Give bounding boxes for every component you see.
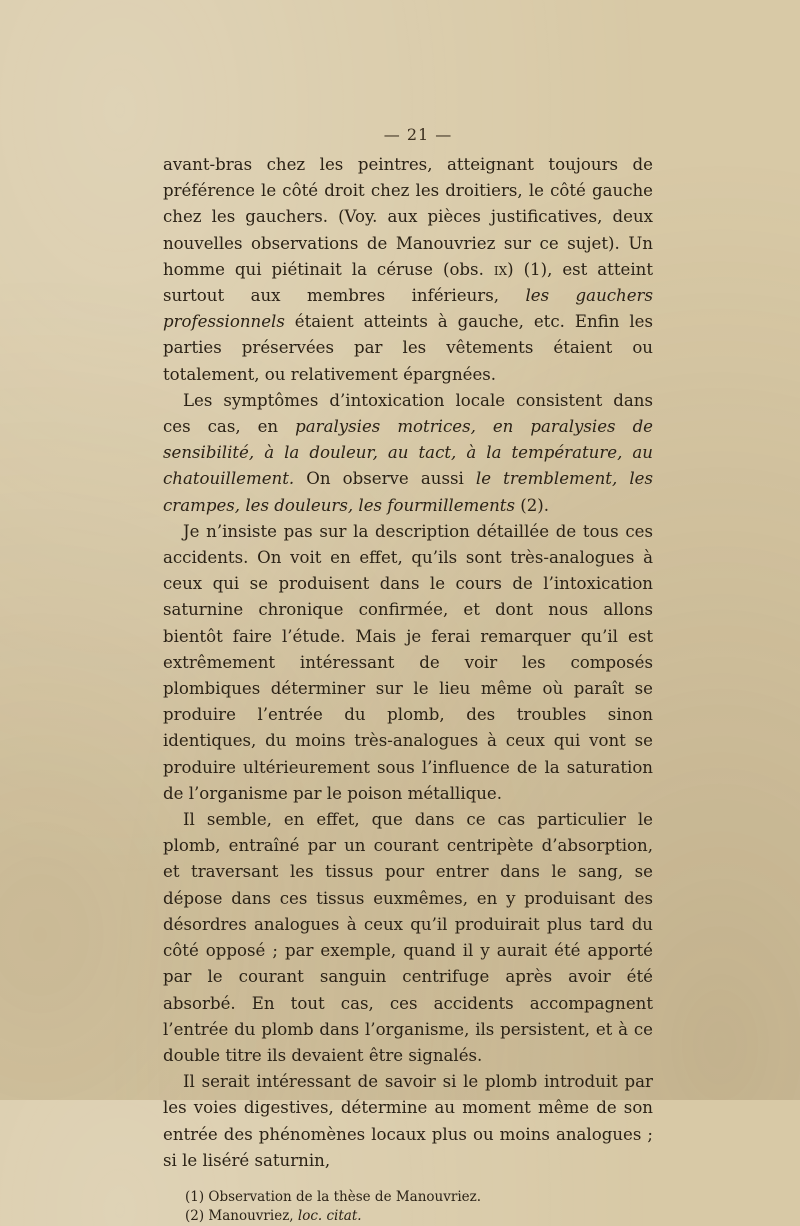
text-run: Je n’insiste pas sur la description détaillée de tous ces accidents. On voit en effet, qu’ils sont très-analogues à ceux qui se produisent dans le cours de l’intoxication saturnine chronique confirmée, et dont nous allons bientôt faire l’étude. Mais je ferai remarquer qu’il est extrêmement intéressant de voir les composés plombiques déterminer sur le lieu même où paraît se produire l’entrée du plomb, des troubles sinon identiques, du moins très-analogues à ceux qui vont se produire ultérieurement sous l’influence de la saturation de l’organisme par le poison métallique. bbox=[163, 521, 653, 803]
paragraph bbox=[163, 1069, 653, 1174]
text-run: avant-bras chez les peintres, atteignant toujours de préférence le côté droit chez les droitiers, le côté gauche chez les gauchers. (Voy. aux pièces justificatives, deux nouvelles observations de Manouvriez sur ce sujet). Un homme qui piétinait la céruse (obs. bbox=[163, 155, 653, 279]
page-number: — 21 — bbox=[383, 125, 453, 144]
text-run: étaient atteints à gauche, etc. Enfin les parties préservées par les vêtements étaient ou totalement, ou relativement épargnées. bbox=[163, 312, 653, 384]
text-run: (2) Manouvriez, bbox=[185, 1207, 298, 1224]
text-run: ix bbox=[493, 259, 508, 279]
paragraph bbox=[163, 388, 653, 519]
body-text bbox=[163, 152, 653, 1174]
footnote bbox=[163, 1207, 653, 1226]
footnote bbox=[163, 1188, 653, 1207]
footnotes bbox=[163, 1188, 653, 1226]
italic-text: loc. citat. bbox=[297, 1207, 362, 1224]
paragraph bbox=[163, 807, 653, 1069]
text-run: On observe aussi bbox=[294, 469, 476, 489]
italic-text: les gauchers professionnels bbox=[163, 286, 654, 332]
text-run: (1) Observation de la thèse de Manouvriez. bbox=[185, 1188, 482, 1205]
paragraph bbox=[163, 519, 653, 807]
text-run: ) (1), est atteint surtout aux membres inférieurs, bbox=[163, 259, 653, 306]
document-page bbox=[163, 125, 653, 1226]
text-run: Il serait intéressant de savoir si le plomb introduit par les voies digestives, détermine au moment même de son entrée des phénomènes locaux plus ou moins analogues ; si le liséré saturnin, bbox=[163, 1072, 653, 1170]
text-run: (2). bbox=[514, 495, 550, 515]
paragraph bbox=[163, 152, 653, 388]
text-run: Il semble, en effet, que dans ce cas particulier le plomb, entraîné par un courant centripète d’absorption, et traversant les tissus pour entrer dans le sang, se dépose dans ces tissus euxmêmes, en y produisant des désordres analogues à ceux qu’il produirait plus tard du côté opposé ; par exemple, quand il y aurait été apporté par le courant sanguin centrifuge après avoir été absorbé. En tout cas, ces accidents accompagnent l’entrée du plomb dans l’organisme, ils persistent, et à ce double titre ils devaient être signalés. bbox=[163, 810, 653, 1065]
text-run: Les symptômes d’intoxication locale consistent dans ces cas, en bbox=[163, 390, 653, 437]
italic-text: le tremblement, les crampes, les douleurs, les fourmillements bbox=[163, 469, 653, 515]
italic-text: paralysies motrices, en paralysies de sensibilité, à la douleur, au tact, à la température, au chatouillement. bbox=[163, 417, 654, 489]
